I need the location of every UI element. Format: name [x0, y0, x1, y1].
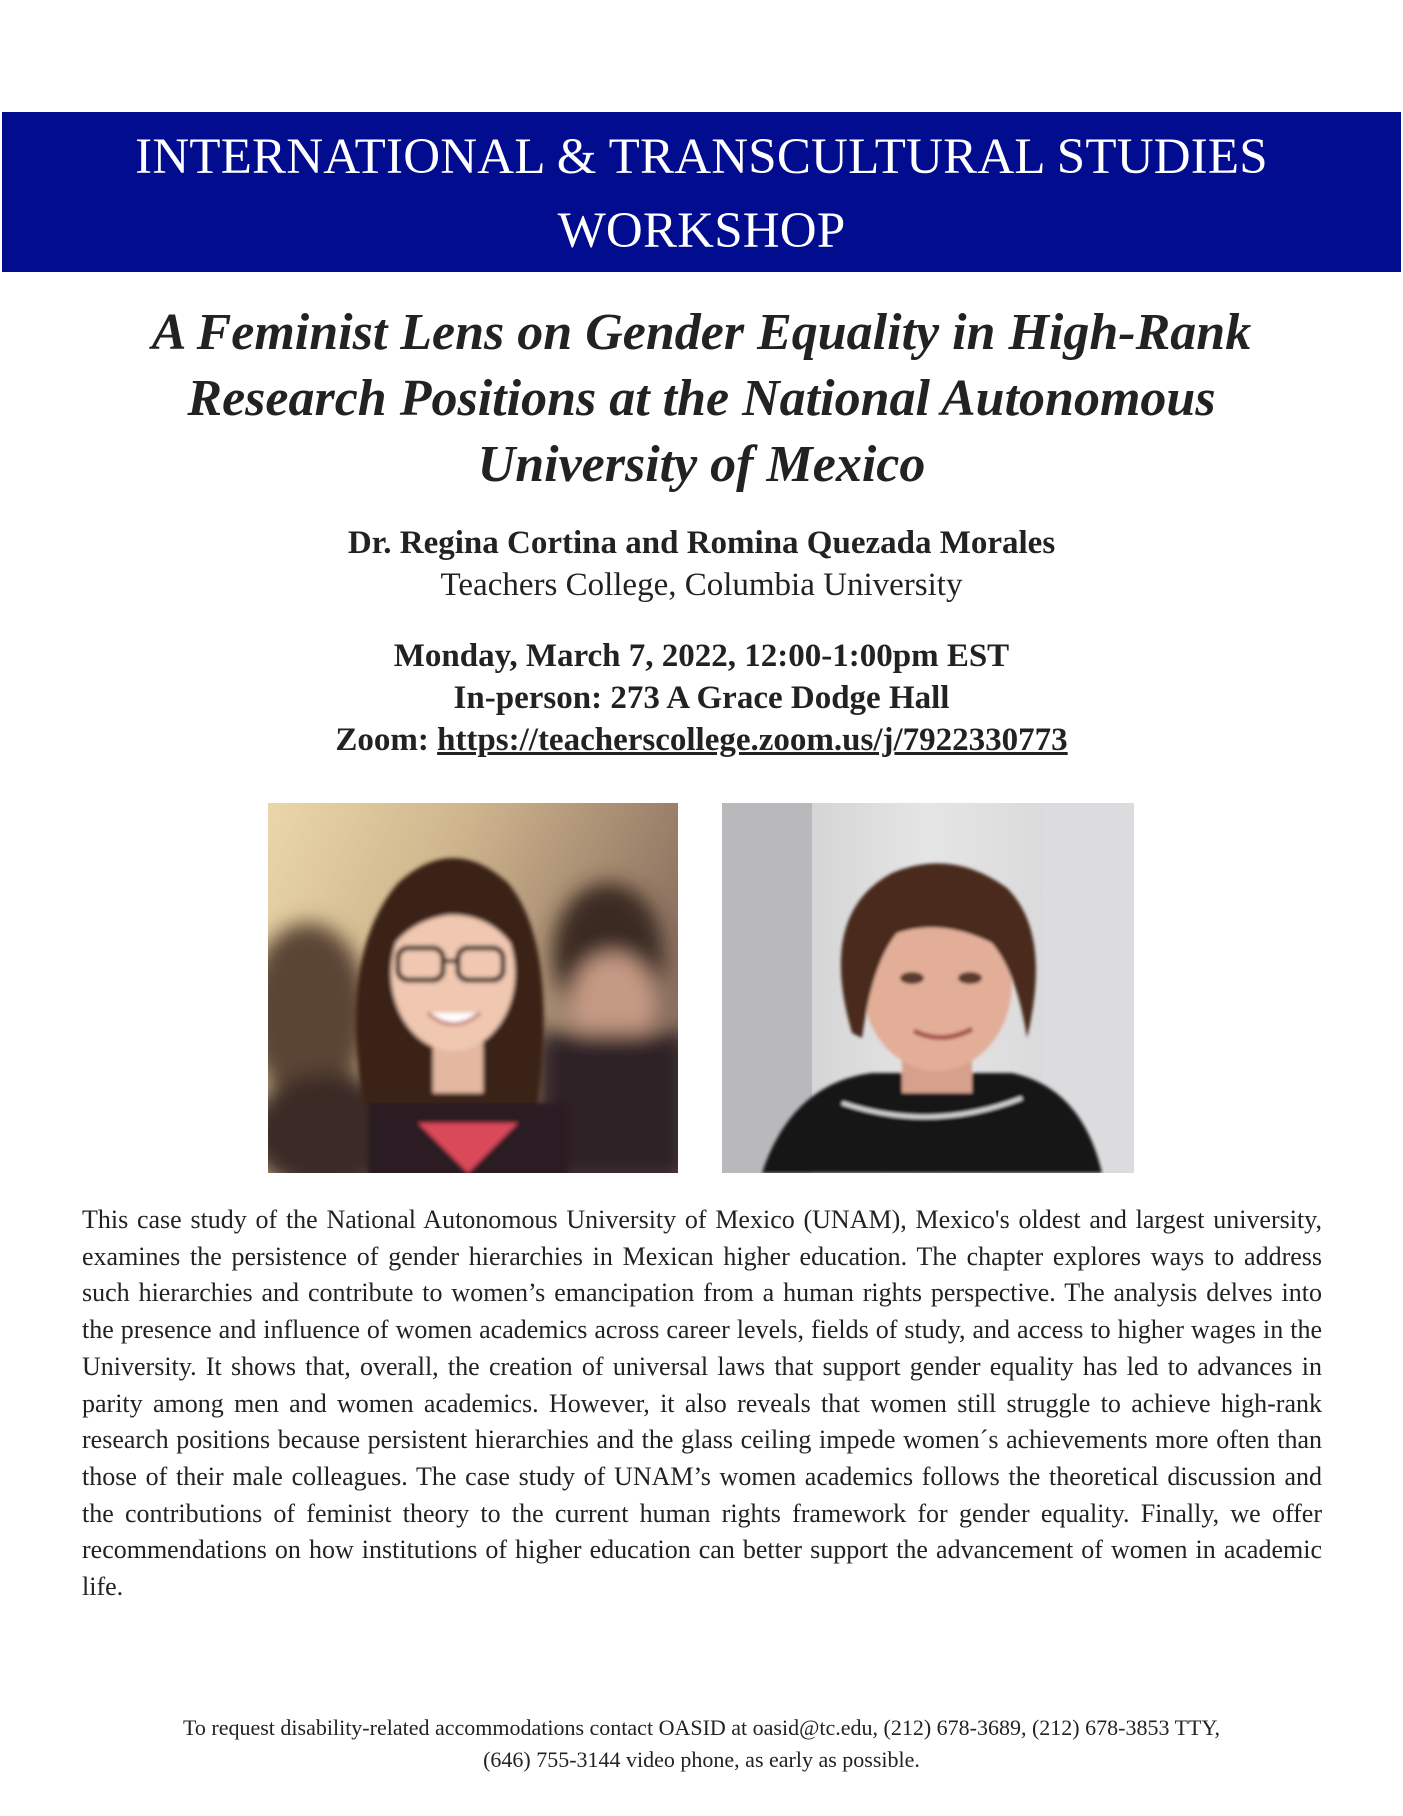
title-line-2: Research Positions at the National Autonomous [187, 370, 1216, 427]
banner-line-2: WORKSHOP [557, 203, 846, 259]
title-line-3: University of Mexico [477, 436, 926, 493]
speakers-block [0, 522, 1403, 606]
talk-title [40, 300, 1363, 498]
workshop-banner [2, 112, 1401, 272]
speaker-photo-right [722, 803, 1134, 1173]
speaker-affiliation: Teachers College, Columbia University [440, 567, 963, 603]
event-datetime: Monday, March 7, 2022, 12:00-1:00pm EST [393, 638, 1010, 674]
event-location: In-person: 273 A Grace Dodge Hall [453, 680, 950, 716]
event-zoom [0, 719, 1403, 761]
event-details [0, 635, 1403, 761]
abstract-text: This case study of the National Autonomous University of Mexico (UNAM), Mexico's oldest and largest university, examines the persistence of gender hierarchies in Mexican higher education. The chapter explores ways to address such hierarchies and contribute to women’s emancipation from a human rights perspective. The analysis delves into the presence and influence of women academics across career levels, fields of study, and access to higher wages in the University. It shows that, overall, the creation of universal laws that support gender equality has led to advances in parity among men and women academics. However, it also reveals that women still struggle to achieve high-rank research positions because persistent hierarchies and the glass ceiling impede women´s achievements more often than those of their male colleagues. The case study of UNAM’s women academics follows the theoretical discussion and the contributions of feminist theory to the current human rights framework for gender equality. Finally, we offer recommendations on how institutions of higher education can better support the advancement of women in academic life. [82, 1205, 1322, 1602]
speaker-photo-right-image [722, 803, 1134, 1173]
speaker-photo-left-image [268, 803, 678, 1173]
title-line-1: A Feminist Lens on Gender Equality in High-Rank [151, 304, 1252, 361]
footer-line-2: (646) 755-3144 video phone, as early as possible. [483, 1747, 920, 1772]
zoom-link[interactable]: https://teacherscollege.zoom.us/j/7922330773 [437, 722, 1068, 758]
footer-line-1: To request disability-related accommodations contact OASID at oasid@tc.edu, (212) 678-3689, (212) 678-3853 TTY, [182, 1715, 1220, 1740]
accessibility-footer [60, 1712, 1343, 1776]
speaker-photo-left [268, 803, 678, 1173]
banner-line-1: INTERNATIONAL & TRANSCULTURAL STUDIES [135, 129, 1268, 185]
zoom-label: Zoom: [335, 722, 438, 758]
speaker-names: Dr. Regina Cortina and Romina Quezada Morales [347, 525, 1056, 561]
